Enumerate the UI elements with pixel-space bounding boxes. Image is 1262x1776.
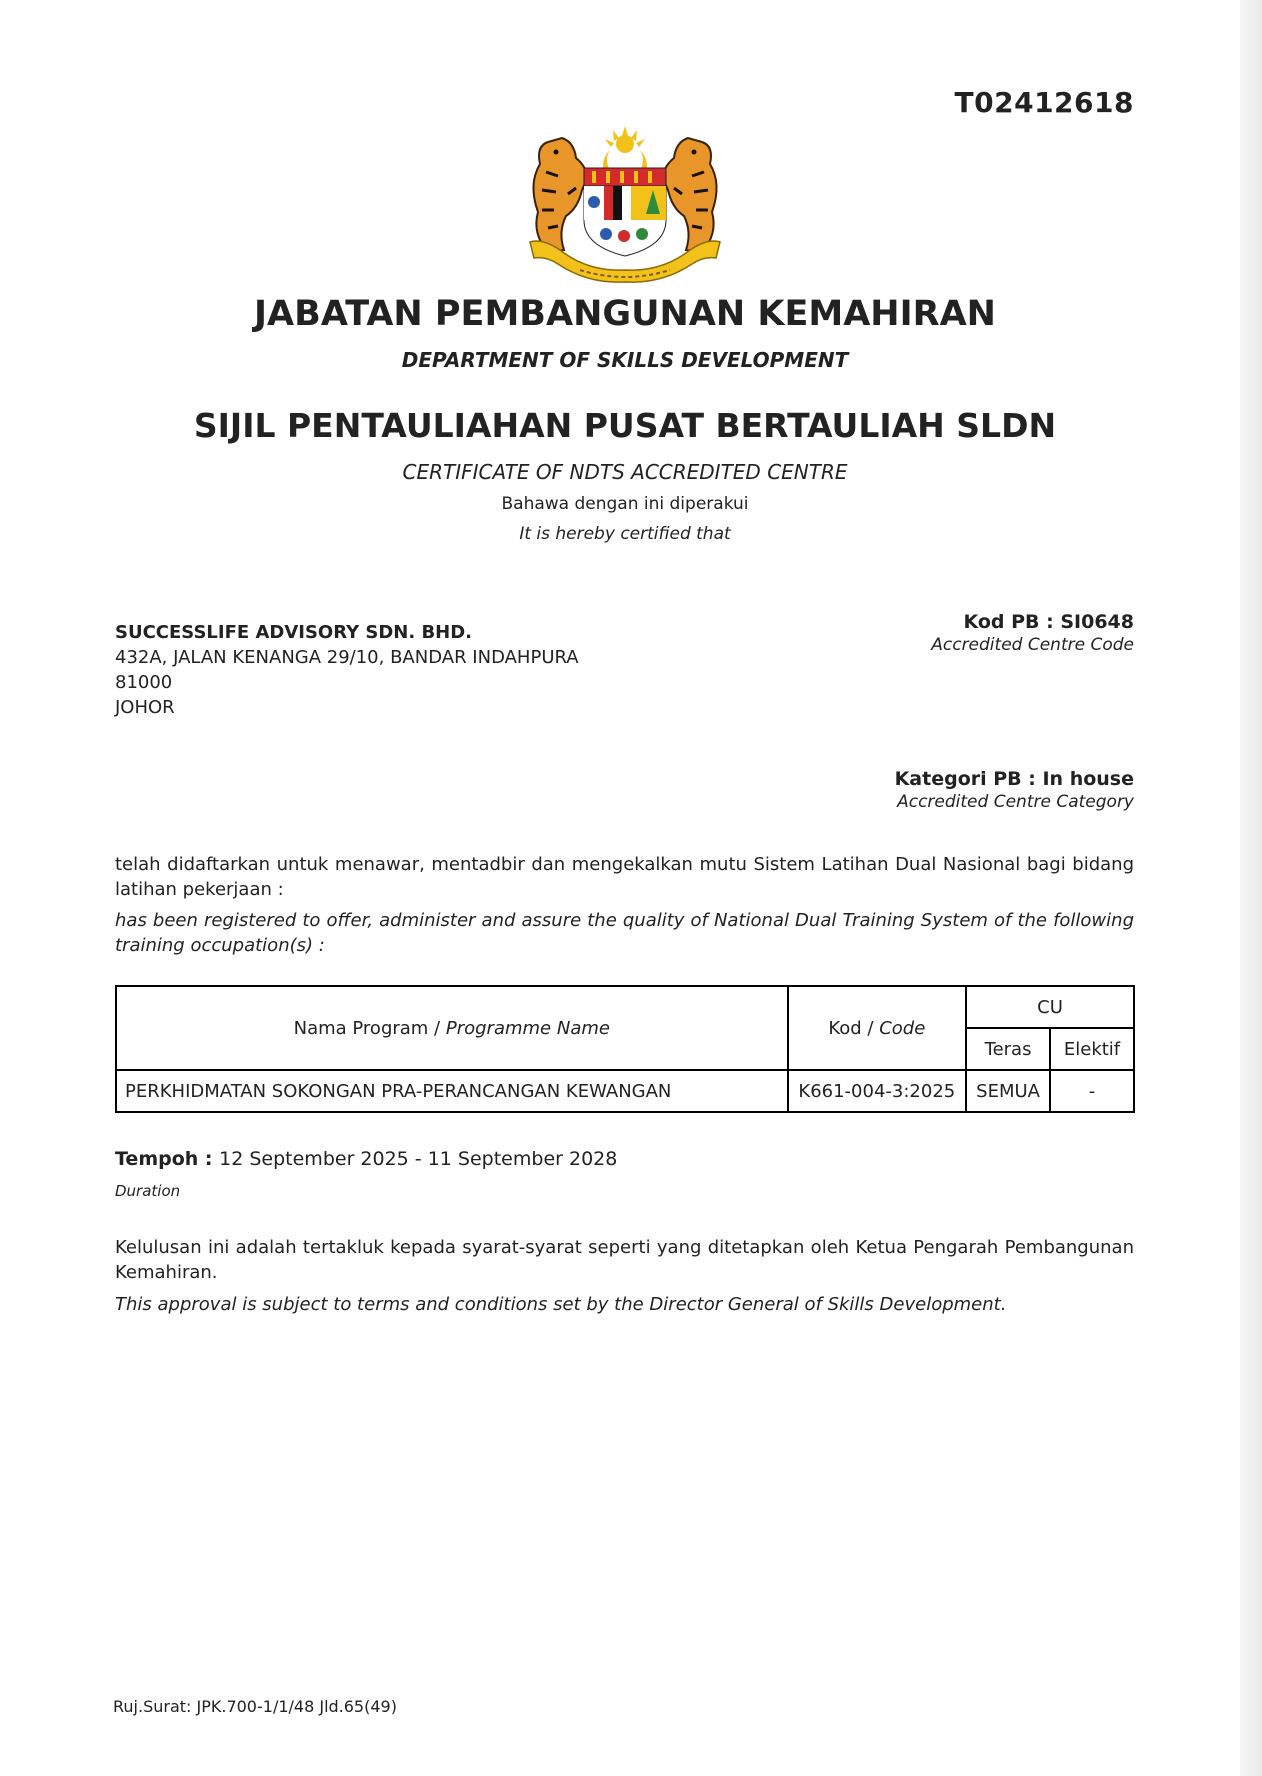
elective-header: Elektif bbox=[1050, 1028, 1134, 1070]
duration-label: Tempoh : bbox=[115, 1148, 220, 1170]
address-state: JOHOR bbox=[115, 697, 175, 718]
programme-table bbox=[115, 985, 1135, 1113]
department-name-malay: JABATAN PEMBANGUNAN KEMAHIRAN bbox=[254, 294, 996, 334]
registration-text-malay: telah didaftarkan untuk menawar, mentadbir dan mengekalkan mutu Sistem Latihan Dual Nasional bagi bidang latihan pekerjaan : bbox=[115, 854, 1134, 900]
centre-code-label: Kod PB : bbox=[963, 611, 1061, 633]
centre-category-block bbox=[895, 768, 1134, 812]
duration-english: Duration bbox=[115, 1182, 181, 1200]
code-header-english: Code bbox=[879, 1017, 926, 1039]
core-header: Teras bbox=[966, 1028, 1050, 1070]
centre-category-label: Kategori PB : bbox=[894, 768, 1043, 790]
programme-code-cell: K661-004-3:2025 bbox=[788, 1070, 967, 1112]
programme-header-english: Programme Name bbox=[445, 1017, 610, 1039]
reference-number: Ruj.Surat: JPK.700-1/1/48 Jld.65(49) bbox=[113, 1697, 397, 1716]
certificate-title-malay: SIJIL PENTAULIAHAN PUSAT BERTAULIAH SLDN bbox=[193, 406, 1057, 445]
certified-statement-english: It is hereby certified that bbox=[519, 524, 731, 544]
approval-text-english: This approval is subject to terms and conditions set by the Director General of Skills Development. bbox=[115, 1294, 1007, 1315]
centre-code-english: Accredited Centre Code bbox=[931, 635, 1134, 655]
programme-name-cell: PERKHIDMATAN SOKONGAN PRA-PERANCANGAN KEWANGAN bbox=[116, 1070, 788, 1112]
code-header-malay: Kod / bbox=[828, 1017, 880, 1039]
centre-code-block bbox=[931, 611, 1134, 655]
programme-name-header bbox=[116, 986, 788, 1070]
centre-category-value: In house bbox=[1042, 768, 1134, 790]
duration-value: 12 September 2025 - 11 September 2028 bbox=[219, 1148, 618, 1170]
elective-cell: - bbox=[1050, 1070, 1134, 1112]
address-line: 432A, JALAN KENANGA 29/10, BANDAR INDAHPURA bbox=[115, 647, 579, 668]
duration-line bbox=[115, 1148, 617, 1170]
department-name-english: DEPARTMENT OF SKILLS DEVELOPMENT bbox=[401, 348, 849, 372]
certified-statement-malay: Bahawa dengan ini diperakui bbox=[501, 494, 749, 514]
code-header bbox=[788, 986, 967, 1070]
approval-text-malay: Kelulusan ini adalah tertakluk kepada syarat-syarat seperti yang ditetapkan oleh Ketua Pengarah Pembangunan Kemahiran. bbox=[115, 1237, 1134, 1283]
page-edge-shadow bbox=[1240, 0, 1262, 1776]
company-address-block bbox=[115, 620, 579, 720]
centre-code-value: SI0648 bbox=[1060, 611, 1134, 633]
serial-number: T02412618 bbox=[954, 86, 1134, 119]
programme-header-malay: Nama Program / bbox=[293, 1017, 446, 1039]
centre-category-english: Accredited Centre Category bbox=[897, 792, 1134, 812]
cu-header: CU bbox=[966, 986, 1134, 1028]
certificate-title-english: CERTIFICATE OF NDTS ACCREDITED CENTRE bbox=[402, 460, 848, 484]
malaysia-coat-of-arms-icon bbox=[518, 124, 732, 286]
table-row bbox=[116, 1070, 1134, 1112]
registration-text-english: has been registered to offer, administer and assure the quality of National Dual Training System of the following training occupation(s) : bbox=[115, 910, 1134, 956]
address-postcode: 81000 bbox=[115, 672, 173, 693]
core-cell: SEMUA bbox=[966, 1070, 1050, 1112]
company-name: SUCCESSLIFE ADVISORY SDN. BHD. bbox=[115, 622, 473, 643]
